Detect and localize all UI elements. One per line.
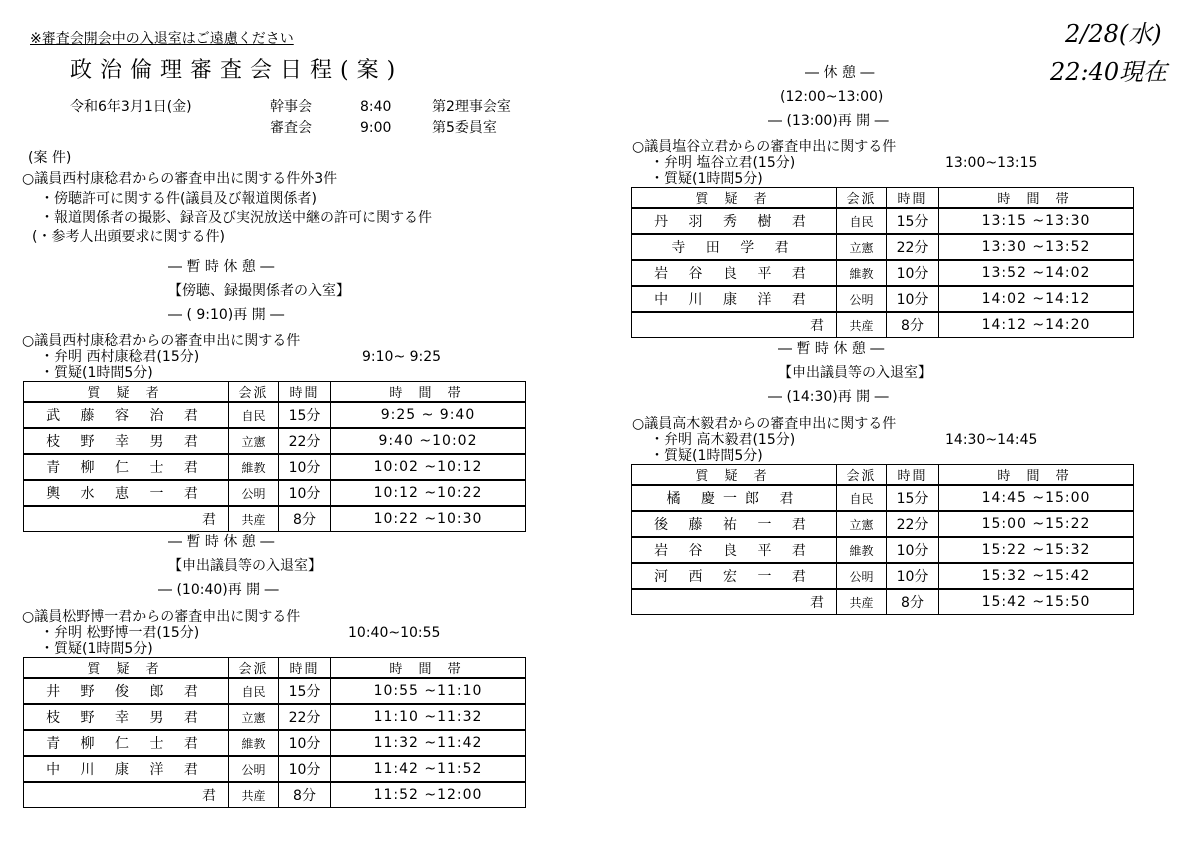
header-duration: 時間	[279, 658, 331, 679]
duration-cell: 10分	[279, 454, 331, 480]
timerange-cell: 9:40 ~10:02	[331, 428, 526, 454]
questioner-name: 枝 野 幸 男 君	[24, 704, 229, 730]
questioner-name: 岩 谷 良 平 君	[632, 260, 837, 286]
header-party: 会派	[837, 465, 887, 486]
notice-text: ※審査会開会中の入退室はご遠慮ください	[30, 31, 294, 47]
schedule-table	[631, 187, 1134, 338]
duration-cell: 22分	[887, 511, 939, 537]
meeting-date: 令和6年3月1日(金)	[70, 99, 192, 115]
timerange-cell: 13:15 ~13:30	[939, 208, 1134, 234]
agenda-main: ○議員西村康稔君からの審査申出に関する件外3件	[22, 171, 338, 187]
duration-cell: 10分	[279, 480, 331, 506]
questioner-name: 丹 羽 秀 樹 君	[632, 208, 837, 234]
page-title: 政治倫理審査会日程(案)	[70, 58, 404, 83]
duration-cell: 8分	[887, 589, 939, 615]
table-row	[24, 402, 526, 428]
agenda-item: ・報道関係者の撮影、録音及び実況放送中継の許可に関する件	[40, 210, 432, 226]
party-cell: 立憲	[837, 234, 887, 260]
table-header	[24, 658, 526, 679]
table-row	[24, 704, 526, 730]
duration-cell: 22分	[279, 704, 331, 730]
table-row	[24, 454, 526, 480]
header-questioner: 質 疑 者	[24, 658, 229, 679]
duration-cell: 8分	[887, 312, 939, 338]
header-questioner: 質 疑 者	[632, 465, 837, 486]
table-row	[632, 312, 1134, 338]
break-time: (12:00~13:00)	[780, 89, 884, 105]
table-row	[24, 730, 526, 756]
header-party: 会派	[229, 382, 279, 403]
meeting-room: 第5委員室	[432, 120, 497, 136]
party-cell: 立憲	[229, 428, 279, 454]
timerange-cell: 10:55 ~11:10	[331, 678, 526, 704]
party-cell: 立憲	[229, 704, 279, 730]
party-cell: 維教	[229, 454, 279, 480]
table-header	[24, 382, 526, 403]
explain-time: 9:10~ 9:25	[362, 349, 442, 365]
duration-cell: 10分	[279, 730, 331, 756]
header-timerange: 時 間 帯	[331, 658, 526, 679]
meeting-room: 第2理事会室	[432, 99, 511, 115]
resume-label: ― (14:30)再 開 ―	[768, 389, 889, 405]
table-row	[632, 485, 1134, 511]
table-row	[632, 208, 1134, 234]
questioner-name: 河 西 宏 一 君	[632, 563, 837, 589]
explain-line: ・弁明 塩谷立君(15分)	[650, 155, 796, 171]
party-cell: 自民	[229, 402, 279, 428]
header-timerange: 時 間 帯	[331, 382, 526, 403]
table-header	[632, 188, 1134, 209]
questioner-name: 中 川 康 洋 君	[24, 756, 229, 782]
agenda-item: ・傍聴許可に関する件(議員及び報道関係者)	[40, 191, 317, 207]
duration-cell: 10分	[887, 563, 939, 589]
explain-line: ・弁明 高木毅君(15分)	[650, 432, 796, 448]
header-party: 会派	[837, 188, 887, 209]
timerange-cell: 11:42 ~11:52	[331, 756, 526, 782]
party-cell: 立憲	[837, 511, 887, 537]
questioner-name: 君	[632, 589, 837, 615]
table-row	[632, 589, 1134, 615]
party-cell: 共産	[229, 782, 279, 808]
duration-cell: 15分	[887, 485, 939, 511]
duration-cell: 15分	[279, 678, 331, 704]
table-header	[632, 465, 1134, 486]
qa-line: ・質疑(1時間5分)	[650, 448, 763, 464]
explain-line: ・弁明 松野博一君(15分)	[40, 625, 200, 641]
duration-cell: 10分	[279, 756, 331, 782]
table-row	[632, 286, 1134, 312]
questioner-name: 岩 谷 良 平 君	[632, 537, 837, 563]
timerange-cell: 15:42 ~15:50	[939, 589, 1134, 615]
party-cell: 維教	[229, 730, 279, 756]
questioner-name: 君	[632, 312, 837, 338]
duration-cell: 8分	[279, 782, 331, 808]
header-timerange: 時 間 帯	[939, 465, 1134, 486]
table-row	[632, 511, 1134, 537]
party-cell: 共産	[837, 589, 887, 615]
break-note: 【申出議員等の入退室】	[778, 365, 932, 381]
schedule-table	[631, 464, 1134, 615]
duration-cell: 15分	[887, 208, 939, 234]
table-row	[24, 678, 526, 704]
timerange-cell: 10:02 ~10:12	[331, 454, 526, 480]
questioner-name: 井 野 俊 郎 君	[24, 678, 229, 704]
table-row	[24, 506, 526, 532]
questioner-name: 武 藤 容 治 君	[24, 402, 229, 428]
table-row	[632, 537, 1134, 563]
meeting-time: 9:00	[360, 120, 392, 136]
questioner-name: 枝 野 幸 男 君	[24, 428, 229, 454]
timerange-cell: 10:22 ~10:30	[331, 506, 526, 532]
case-title: ○議員高木毅君からの審査申出に関する件	[632, 416, 897, 432]
questioner-name: 青 柳 仁 士 君	[24, 454, 229, 480]
qa-line: ・質疑(1時間5分)	[40, 365, 153, 381]
explain-time: 14:30~14:45	[945, 432, 1038, 448]
agenda-item: (・参考人出頭要求に関する件)	[32, 229, 225, 245]
explain-line: ・弁明 西村康稔君(15分)	[40, 349, 200, 365]
timerange-cell: 11:32 ~11:42	[331, 730, 526, 756]
questioner-name: 寺 田 学 君	[632, 234, 837, 260]
timerange-cell: 14:02 ~14:12	[939, 286, 1134, 312]
table-row	[24, 756, 526, 782]
party-cell: 公明	[229, 480, 279, 506]
header-duration: 時間	[887, 465, 939, 486]
case-title: ○議員松野博一君からの審査申出に関する件	[22, 609, 301, 625]
case-title: ○議員西村康稔君からの審査申出に関する件	[22, 333, 301, 349]
agenda-heading: (案 件)	[28, 150, 72, 166]
case-title: ○議員塩谷立君からの審査申出に関する件	[632, 139, 897, 155]
header-questioner: 質 疑 者	[632, 188, 837, 209]
break-note: 【傍聴、録撮関係者の入室】	[168, 283, 350, 299]
break-label: ― 暫 時 休 憩 ―	[168, 259, 275, 275]
duration-cell: 10分	[887, 286, 939, 312]
resume-label: ― (13:00)再 開 ―	[768, 113, 889, 129]
party-cell: 維教	[837, 537, 887, 563]
party-cell: 公明	[837, 563, 887, 589]
table-row	[632, 234, 1134, 260]
questioner-name: 中 川 康 洋 君	[632, 286, 837, 312]
party-cell: 共産	[837, 312, 887, 338]
duration-cell: 10分	[887, 537, 939, 563]
timerange-cell: 15:32 ~15:42	[939, 563, 1134, 589]
party-cell: 公明	[837, 286, 887, 312]
duration-cell: 8分	[279, 506, 331, 532]
timerange-cell: 11:52 ~12:00	[331, 782, 526, 808]
meeting-name: 審査会	[270, 120, 312, 136]
schedule-table	[23, 381, 526, 532]
questioner-name: 橘 慶一郎 君	[632, 485, 837, 511]
timerange-cell: 14:45 ~15:00	[939, 485, 1134, 511]
timerange-cell: 11:10 ~11:32	[331, 704, 526, 730]
timerange-cell: 15:22 ~15:32	[939, 537, 1134, 563]
break-label: ― 休 憩 ―	[805, 65, 875, 81]
party-cell: 公明	[229, 756, 279, 782]
duration-cell: 22分	[887, 234, 939, 260]
explain-time: 10:40~10:55	[348, 625, 441, 641]
questioner-name: 青 柳 仁 士 君	[24, 730, 229, 756]
meeting-name: 幹事会	[270, 99, 312, 115]
duration-cell: 10分	[887, 260, 939, 286]
handwritten-status: 22:40現在	[1050, 58, 1168, 86]
header-duration: 時間	[279, 382, 331, 403]
timerange-cell: 13:30 ~13:52	[939, 234, 1134, 260]
qa-line: ・質疑(1時間5分)	[650, 171, 763, 187]
duration-cell: 22分	[279, 428, 331, 454]
questioner-name: 君	[24, 506, 229, 532]
schedule-table	[23, 657, 526, 808]
handwritten-date: 2/28(水)	[1065, 20, 1162, 48]
header-party: 会派	[229, 658, 279, 679]
resume-label: ― ( 9:10)再 開 ―	[168, 307, 285, 323]
table-row	[24, 782, 526, 808]
qa-line: ・質疑(1時間5分)	[40, 641, 153, 657]
header-duration: 時間	[887, 188, 939, 209]
break-note: 【申出議員等の入退室】	[168, 558, 322, 574]
header-questioner: 質 疑 者	[24, 382, 229, 403]
duration-cell: 15分	[279, 402, 331, 428]
header-timerange: 時 間 帯	[939, 188, 1134, 209]
questioner-name: 後 藤 祐 一 君	[632, 511, 837, 537]
timerange-cell: 15:00 ~15:22	[939, 511, 1134, 537]
table-row	[632, 260, 1134, 286]
timerange-cell: 10:12 ~10:22	[331, 480, 526, 506]
meeting-time: 8:40	[360, 99, 392, 115]
party-cell: 維教	[837, 260, 887, 286]
party-cell: 自民	[837, 208, 887, 234]
timerange-cell: 9:25 ~ 9:40	[331, 402, 526, 428]
table-row	[24, 480, 526, 506]
explain-time: 13:00~13:15	[945, 155, 1038, 171]
timerange-cell: 13:52 ~14:02	[939, 260, 1134, 286]
party-cell: 自民	[229, 678, 279, 704]
timerange-cell: 14:12 ~14:20	[939, 312, 1134, 338]
break-label: ― 暫 時 休 憩 ―	[778, 341, 885, 357]
questioner-name: 君	[24, 782, 229, 808]
table-row	[24, 428, 526, 454]
party-cell: 自民	[837, 485, 887, 511]
table-row	[632, 563, 1134, 589]
break-label: ― 暫 時 休 憩 ―	[168, 534, 275, 550]
party-cell: 共産	[229, 506, 279, 532]
resume-label: ― (10:40)再 開 ―	[158, 582, 279, 598]
questioner-name: 輿 水 恵 一 君	[24, 480, 229, 506]
